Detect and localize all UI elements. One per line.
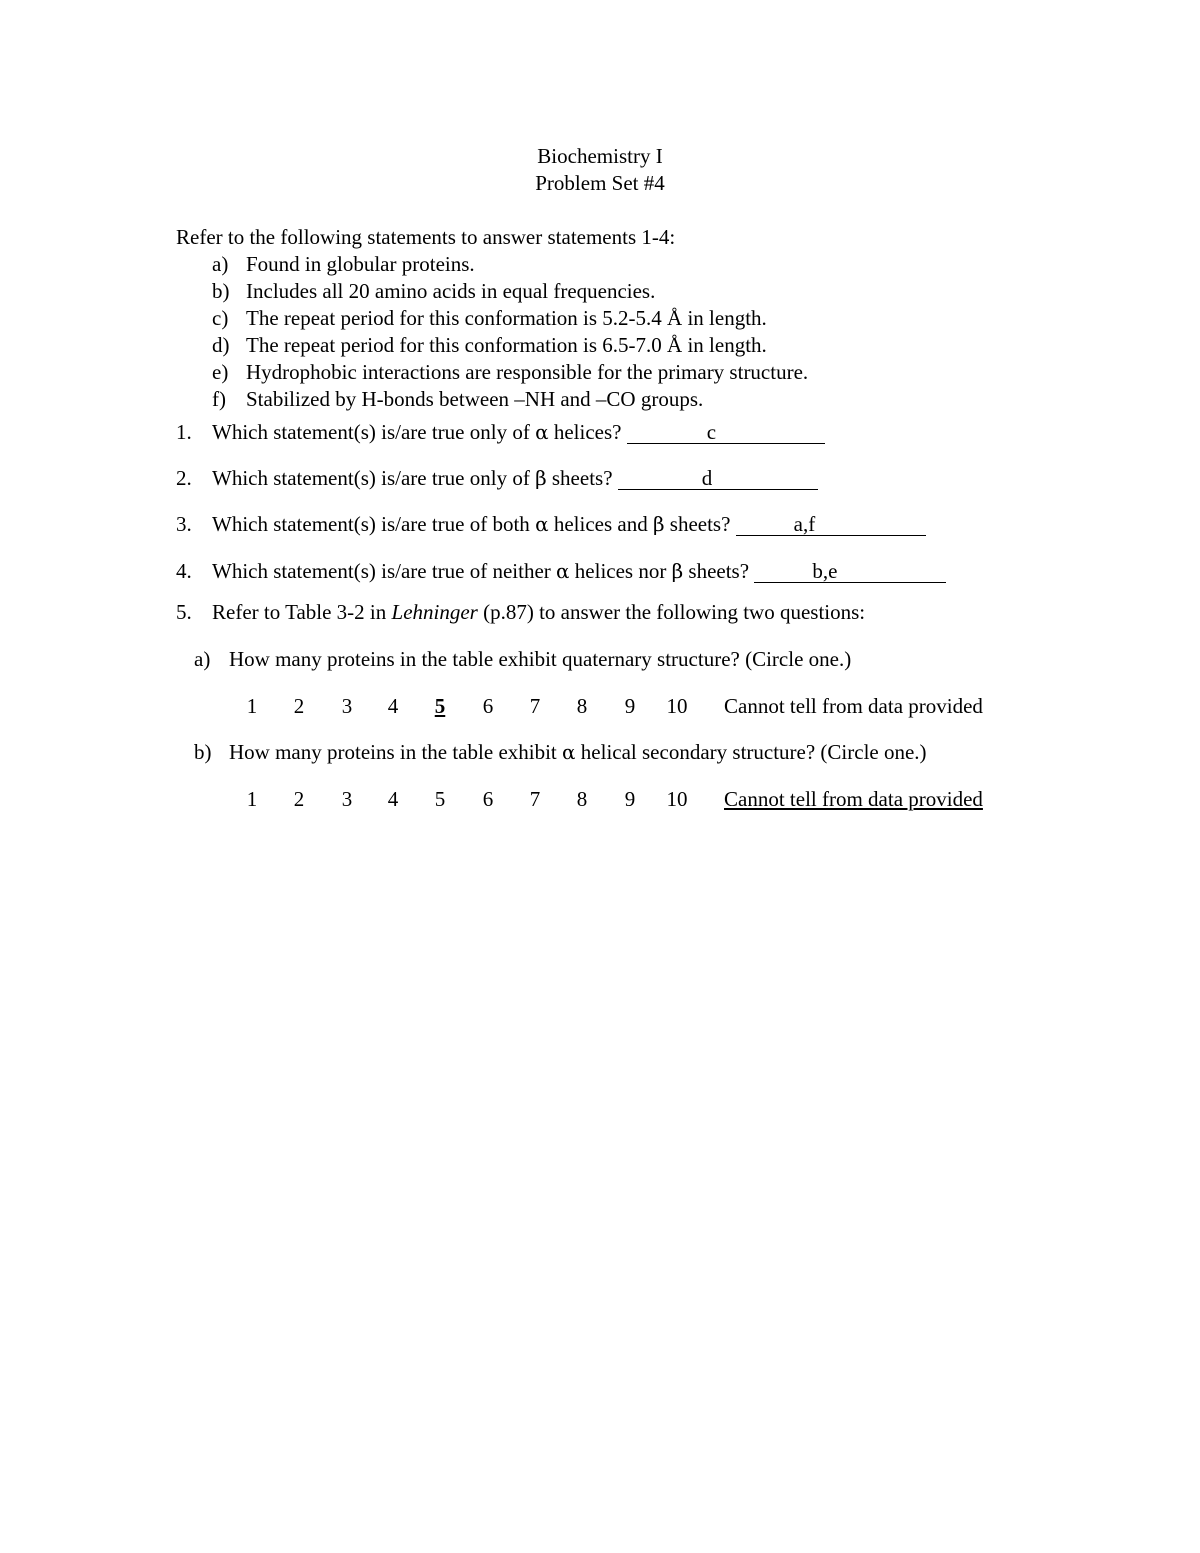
greek-symbol: α	[535, 512, 549, 536]
choice-option-cannot-tell-selected[interactable]: Cannot tell from data provided	[724, 787, 983, 811]
choice-option-selected[interactable]: 5	[434, 694, 446, 718]
question-text	[212, 419, 825, 446]
statement-text: Hydrophobic interactions are responsible for the primary structure.	[246, 360, 809, 384]
question-text-part: helical secondary structure? (Circle one.)	[575, 740, 927, 764]
intro-text: Refer to the following statements to answer statements 1-4:	[176, 225, 676, 249]
choice-option[interactable]: 10	[666, 694, 688, 718]
choice-option[interactable]: 3	[341, 787, 353, 811]
choice-option[interactable]: 1	[246, 694, 258, 718]
question-text-part: Which statement(s) is/are true of both	[212, 512, 536, 536]
choice-option[interactable]: 8	[576, 787, 588, 811]
question-number: 2.	[176, 466, 192, 490]
greek-symbol: α	[562, 740, 576, 764]
choice-option[interactable]: 4	[387, 787, 399, 811]
choice-option[interactable]: 2	[293, 694, 305, 718]
statement-label: b)	[212, 279, 230, 303]
question-number: 5.	[176, 600, 192, 624]
answer-text: a,f	[793, 512, 816, 536]
statement-text: Includes all 20 amino acids in equal frequencies.	[246, 279, 656, 303]
greek-symbol: β	[671, 559, 684, 583]
question-text-part: How many proteins in the table exhibit	[229, 740, 563, 764]
part-label: a)	[194, 647, 211, 671]
problem-set-title: Problem Set #4	[535, 171, 665, 195]
choice-option[interactable]: 3	[341, 694, 353, 718]
answer-text: b,e	[812, 559, 838, 583]
greek-symbol: β	[652, 512, 665, 536]
choice-option[interactable]: 6	[482, 787, 494, 811]
choice-option-cannot-tell[interactable]: Cannot tell from data provided	[724, 694, 983, 718]
question-text	[212, 465, 818, 492]
answer-blank[interactable]	[754, 560, 946, 583]
choice-option[interactable]: 6	[482, 694, 494, 718]
answer-blank[interactable]	[627, 421, 825, 444]
course-title: Biochemistry I	[537, 144, 663, 168]
part-label: b)	[194, 740, 212, 764]
question-text-part: sheets?	[664, 512, 736, 536]
choice-option[interactable]: 9	[624, 694, 636, 718]
question-text-part: helices nor	[569, 559, 672, 583]
choice-option[interactable]: 2	[293, 787, 305, 811]
choice-option[interactable]: 9	[624, 787, 636, 811]
part-question-text	[229, 739, 927, 766]
question-text-part: sheets?	[683, 559, 755, 583]
question-text	[212, 558, 946, 585]
book-title: Lehninger	[391, 600, 478, 624]
statement-label: c)	[212, 306, 229, 330]
question-text-part: Which statement(s) is/are true of neither	[212, 559, 557, 583]
question-text-part: (p.87) to answer the following two questions:	[477, 600, 866, 624]
choice-option[interactable]: 7	[529, 694, 541, 718]
question-text	[212, 511, 926, 538]
statement-label: e)	[212, 360, 229, 384]
question-text	[212, 599, 865, 626]
question-number: 4.	[176, 559, 192, 583]
question-text-part: Which statement(s) is/are true only of	[212, 466, 536, 490]
choice-option[interactable]: 1	[246, 787, 258, 811]
question-text-part: helices?	[548, 420, 627, 444]
answer-blank[interactable]	[618, 467, 818, 490]
answer-blank[interactable]	[736, 513, 926, 536]
choice-option[interactable]: 10	[666, 787, 688, 811]
part-question-text: How many proteins in the table exhibit quaternary structure? (Circle one.)	[229, 647, 852, 671]
question-text-part: helices and	[548, 512, 653, 536]
question-number: 1.	[176, 420, 192, 444]
statement-label: d)	[212, 333, 230, 357]
question-text-part: sheets?	[546, 466, 618, 490]
choice-option[interactable]: 4	[387, 694, 399, 718]
statement-text: The repeat period for this conformation is 6.5-7.0 Å in length.	[246, 333, 767, 357]
greek-symbol: β	[535, 466, 547, 490]
question-text-part: Refer to Table 3-2 in	[212, 600, 392, 624]
answer-text: c	[706, 420, 717, 444]
greek-symbol: α	[556, 559, 570, 583]
statement-text: The repeat period for this conformation is 5.2-5.4 Å in length.	[246, 306, 767, 330]
choice-option[interactable]: 7	[529, 787, 541, 811]
answer-text: d	[701, 466, 713, 490]
statement-label: f)	[212, 387, 226, 411]
statement-text: Found in globular proteins.	[246, 252, 475, 276]
choice-option[interactable]: 8	[576, 694, 588, 718]
statement-text: Stabilized by H-bonds between –NH and –CO groups.	[246, 387, 704, 411]
greek-symbol: α	[535, 420, 549, 444]
statement-label: a)	[212, 252, 229, 276]
choice-option[interactable]: 5	[434, 787, 446, 811]
question-text-part: Which statement(s) is/are true only of	[212, 420, 536, 444]
question-number: 3.	[176, 512, 192, 536]
